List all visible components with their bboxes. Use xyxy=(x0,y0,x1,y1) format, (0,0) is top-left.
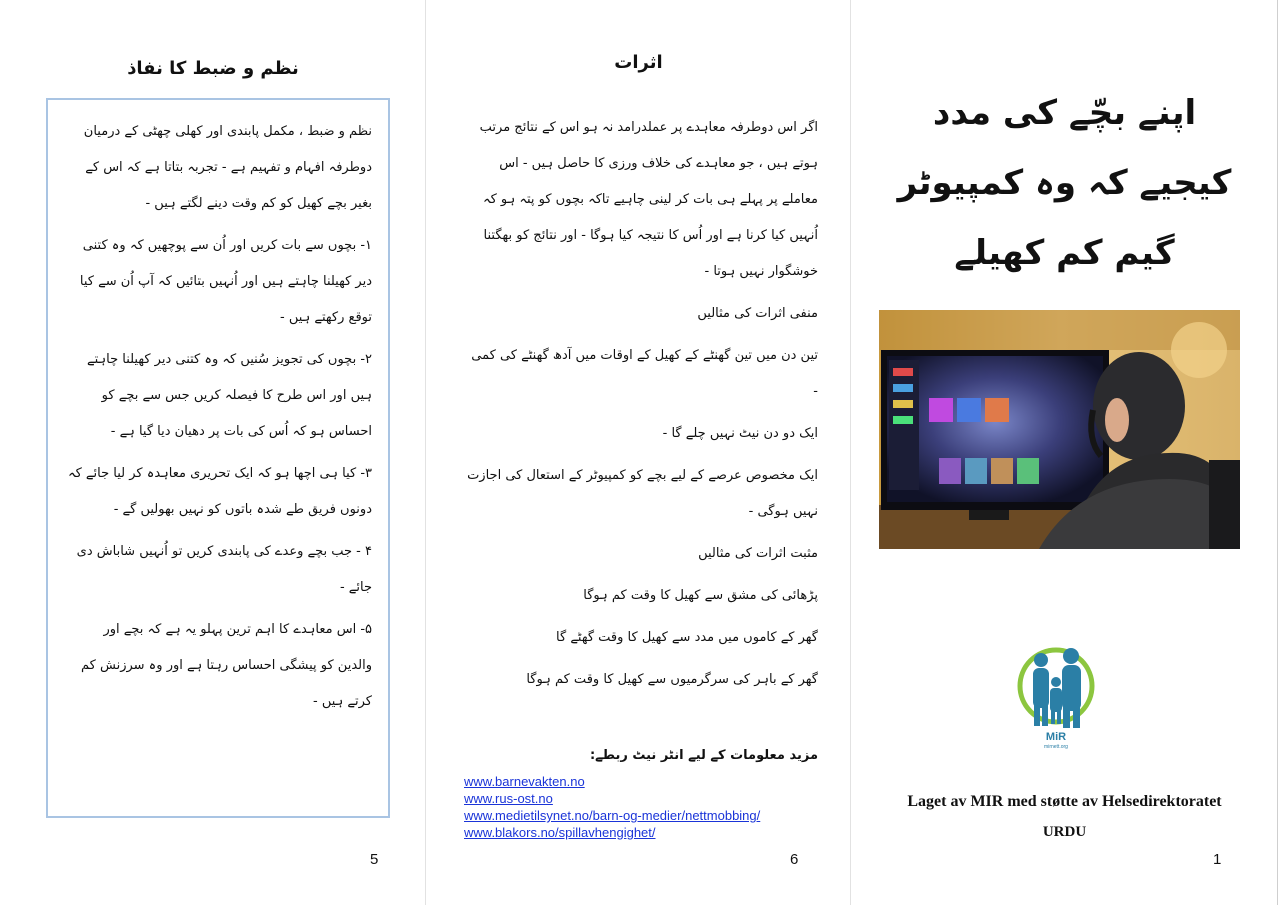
page-number: 5 xyxy=(370,851,379,868)
links-title: مزید معلومات کے لیے انٹر نیٹ ربطے: xyxy=(589,748,818,763)
discipline-paragraph: نظم و ضبط ، مکمل پابندی اور کھلی چھٹی کے درمیان دوطرفہ افہام و تفہیم ہے - تجربہ بتاتا ہے کہ اس کے بغیر بچے کھیل کو کم وقت دینے لگتے ہیں - xyxy=(83,124,372,211)
cover-title-line: کیجیے کہ وہ کمپیوٹر xyxy=(897,163,1232,203)
effects-paragraph: اگر اس دوطرفہ معاہدے پر عملدرامد نہ ہو اس کے نتائج مرتب ہوتے ہیں ، جو معاہدے کی خلاف ورزی کا حاصل ہیں - اس معاملے پر پہلے ہی بات کر لینی چاہیے تاکہ بچوں کو پتہ ہو کہ اُنہیں کیا کرنا ہے اور اُس کا نتیجہ کیا ہوگا - اور نتائج کو بھگتنا خوشگوار نہیں ہوتا - xyxy=(479,120,818,279)
page-number: 1 xyxy=(1213,851,1222,868)
effects-paragraph: گھر کے کاموں میں مدد سے کھیل کا وقت گھٹے گا xyxy=(556,630,818,645)
effects-paragraph: تین دن میں تین گھنٹے کے کھیل کے اوقات میں آدھ گھنٹے کی کمی - xyxy=(471,348,818,399)
cover-title-line: گیم کم کھیلے xyxy=(954,233,1175,273)
logo-text: MiR xyxy=(1045,731,1067,743)
effects-paragraph: پڑھائی کی مشق سے کھیل کا وقت کم ہوگا xyxy=(583,588,818,603)
page-6-heading: اثرات xyxy=(614,52,663,73)
cover-title-line: اپنے بچّے کی مدد xyxy=(932,93,1197,133)
boy-gaming-photo-icon xyxy=(879,310,1240,549)
link-blakors[interactable]: www.blakors.no/spillavhengighet/ xyxy=(464,825,656,840)
discipline-paragraph: ۳- کیا ہی اچھا ہو کہ ایک تحریری معاہدہ کر لیا جائے کہ دونوں فریق طے شدہ باتوں کو نہیں بھولیں گے - xyxy=(67,466,372,517)
link-rus-ost[interactable]: www.rus-ost.no xyxy=(464,791,553,806)
effects-paragraph: گھر کے باہر کی سرگرمیوں سے کھیل کا وقت کم ہوگا xyxy=(526,672,818,687)
cover-title xyxy=(871,78,1258,288)
link-barnevakten[interactable]: www.barnevakten.no xyxy=(464,774,585,789)
effects-subheading: منفی اثرات کی مثالیں xyxy=(697,306,818,321)
page-6 xyxy=(426,0,851,905)
language-label: URDU xyxy=(1042,824,1087,840)
effects-subheading: مثبت اثرات کی مثالیں xyxy=(698,546,818,561)
mir-family-logo-icon xyxy=(1011,642,1101,752)
discipline-paragraph: ۴ - جب بچے وعدے کی پابندی کریں تو اُنہیں شاباش دی جائے - xyxy=(76,544,372,595)
page-1-cover xyxy=(851,0,1278,905)
logo-subtext: mirnett.org xyxy=(1044,744,1068,750)
effects-body xyxy=(466,110,818,704)
discipline-paragraph: ۲- بچوں کی تجویز سُنیں کہ وہ کتنی دیر کھیلنا چاہتے ہیں اور اس طرح کا فیصلہ کریں جس سے بچے کو احساس ہو کہ اُس کی بات پر دھیان دیا گیا ہے - xyxy=(86,352,372,439)
discipline-paragraph: ۵- اس معاہدے کا اہم ترین پہلو یہ ہے کہ بچے اور والدین کو پیشگی احساس رہتا ہے اور وہ سرزنش کم کرتے ہیں - xyxy=(81,622,372,709)
effects-paragraph: ایک دو دن نیٹ نہیں چلے گا - xyxy=(662,426,818,441)
effects-paragraph: ایک مخصوص عرصے کے لیے بچے کو کمپیوٹر کے استعال کی اجازت نہیں ہوگی - xyxy=(467,468,818,519)
credit-line: Laget av MIR med støtte av Helsedirektoratet xyxy=(907,793,1222,810)
links-list xyxy=(464,773,844,841)
discipline-box xyxy=(46,98,390,818)
discipline-paragraph: ۱- بچوں سے بات کریں اور اُن سے پوچھیں کہ وہ کتنی دیر کھیلنا چاہتے ہیں اور اُنہیں بتائیں کہ آپ اُن سے کیا توقع رکھتے ہیں - xyxy=(79,238,372,325)
page-5-heading: نظم و ضبط کا نفاذ xyxy=(127,58,299,79)
link-medietilsynet[interactable]: www.medietilsynet.no/barn-og-medier/nettmobbing/ xyxy=(464,808,761,823)
page-5 xyxy=(0,0,426,905)
page-number: 6 xyxy=(790,851,799,868)
